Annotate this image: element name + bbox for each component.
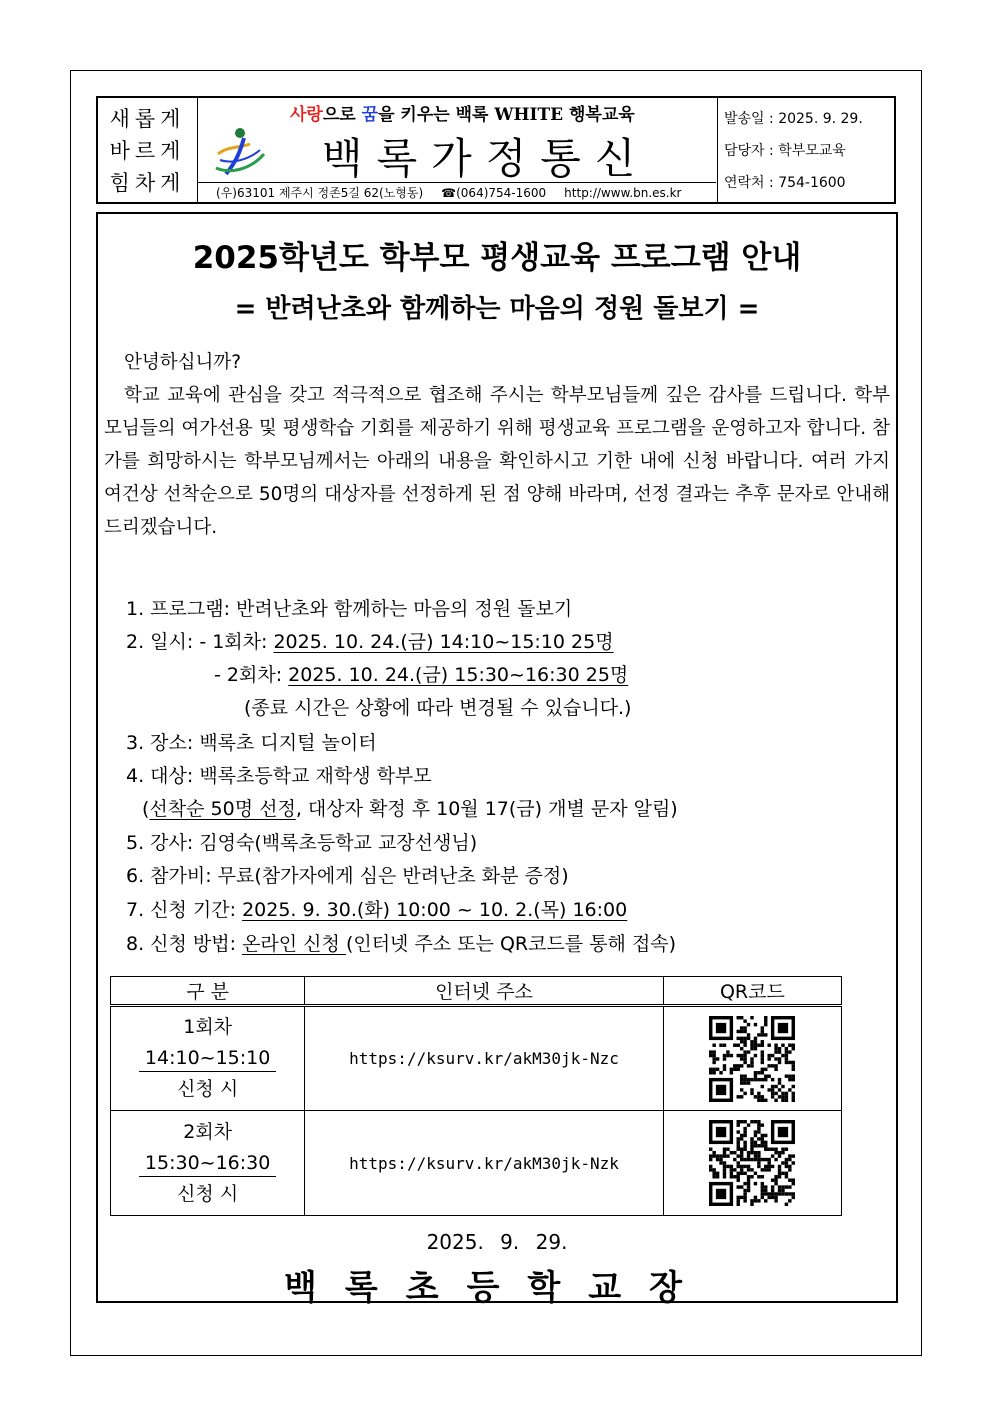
qr-code-icon[interactable] [709,1016,795,1102]
greeting: 안녕하십니까? [124,352,242,373]
table-header: 구 분 [111,977,305,1006]
address-line [198,182,716,202]
table-row [111,1111,842,1216]
page-title: 2025학년도 학부모 평생교육 프로그램 안내 [192,240,802,276]
schedule-note: (종료 시간은 상황에 따라 변경될 수 있습니다.) [244,697,632,719]
motto-line: 바르게 [109,139,186,163]
item-place: 3. 장소: 백록초 디지털 놀이터 [126,732,377,754]
item-instructor: 5. 강사: 김영숙(백록초등학교 교장선생님) [126,832,478,854]
school-motto [98,98,198,202]
qr-cell [663,1111,841,1216]
send-date: 발송일 : 2025. 9. 29. [724,111,863,127]
item-period: 7. 신청 기간: 2025. 9. 30.(화) 10:00 ~ 10. 2.(목) 16:00 [126,899,628,921]
survey-link[interactable]: https://ksurv.kr/akM30jk-Nzc [305,1006,663,1111]
item-target: 4. 대상: 백록초등학교 재학생 학부모 [126,765,432,787]
survey-link[interactable]: https://ksurv.kr/akM30jk-Nzk [305,1111,663,1216]
session-cell: 2회차 15:30~16:30 신청 시 [111,1111,305,1216]
application-table [110,976,842,1216]
intro-paragraph: 학교 교육에 관심을 갖고 적극적으로 협조해 주시는 학부모님들께 깊은 감사를 드립니다. 학부모님들의 여가선용 및 평생학습 기회를 제공하기 위해 평생교육 프로그램을 운영하고자 합니다. 참가를 희망하시는 학부모님께서는 아래의 내용을 확인하시고 기한 내에 신청 바랍니다. 여러 가지 여건상 선착순으로 50명의 대상자를 선정하게 된 점 양해 바라며, 선정 결과는 추후 문자로 안내해 드리겠습니다. [104,385,890,538]
item-fee: 6. 참가비: 무료(참가자에게 심은 반려난초 화분 증정) [126,865,569,887]
item-program: 1. 프로그램: 반려난초와 함께하는 마음의 정원 돌보기 [126,598,573,620]
contact: 연락처 : 754-1600 [724,175,846,191]
session-cell: 1회차 14:10~15:10 신청 시 [111,1006,305,1111]
item-schedule: 2. 일시: - 1회차: 2025. 10. 24.(금) 14:10~15:10 25명 [126,631,614,653]
table-row [111,1006,842,1111]
motto-line: 힘차게 [109,171,186,195]
schedule-1: 2025. 10. 24.(금) 14:10~15:10 25명 [273,631,614,653]
notice-body [96,212,898,1308]
target-note: (선착순 50명 선정, 대상자 확정 후 10월 17(금) 개별 문자 알림) [142,798,678,820]
motto-line: 새롭게 [109,107,186,131]
letter-info [718,98,894,202]
website: http://www.bn.es.kr [564,185,682,200]
schedule-2: 2025. 10. 24.(금) 15:30~16:30 25명 [288,664,629,686]
school-logo-icon [210,124,268,180]
manager: 담당자 : 학부모교육 [724,143,846,159]
address: (우)63101 제주시 정존5길 62(노형동) [216,186,424,200]
table-header: 인터넷 주소 [305,977,663,1006]
principal-signature: 백록초등학교장 [284,1268,710,1308]
table-header: QR코드 [663,977,841,1006]
phone: ☎(064)754-1600 [441,185,547,200]
item-schedule-2: - 2회차: 2025. 10. 24.(금) 15:30~16:30 25명 [214,664,629,686]
newsletter-title: 백록가정통신 [322,134,650,183]
qr-cell [663,1006,841,1111]
application-period: 2025. 9. 30.(화) 10:00 ~ 10. 2.(목) 16:00 [242,899,628,921]
intro-text [104,346,890,544]
issue-date: 2025. 9. 29. [426,1230,568,1254]
item-method: 8. 신청 방법: 온라인 신청 (인터넷 주소 또는 QR코드를 통해 접속) [126,933,677,955]
qr-code-icon[interactable] [709,1120,795,1206]
letterhead [96,96,896,204]
slogan: 사랑으로 꿈을 키우는 백록 WHITE 행복교육 [290,105,635,125]
page-subtitle: = 반려난초와 함께하는 마음의 정원 돌보기 = [234,294,760,324]
letterhead-center [198,98,718,202]
